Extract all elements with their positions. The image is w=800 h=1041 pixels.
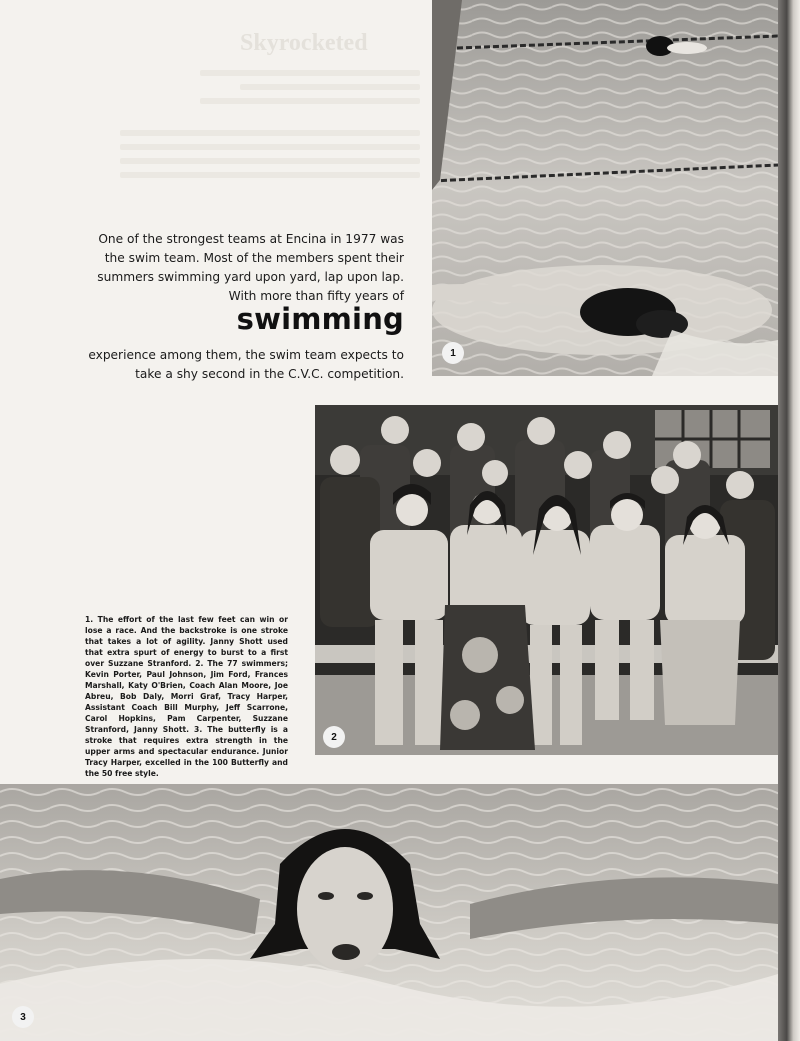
bleed-through-line xyxy=(200,98,420,104)
bleed-through-line xyxy=(120,158,420,164)
photo-number-badge: 2 xyxy=(323,726,345,748)
intro-paragraph-continued: experience among them, the swim team expects to take a shy second in the C.V.C. competition. xyxy=(88,348,404,381)
intro-paragraph: One of the strongest teams at Encina in 1977 was the swim team. Most of the members spent their summers swimming yard upon yard, lap upon lap. With more than fifty years of xyxy=(97,232,404,303)
photo-caption: 1. The effort of the last few feet can win or lose a race. And the backstroke is one stroke that takes a lot of agility. Janny Shott used that extra spurt of energy to burst to a first over Suzzane Stranford. 2. The 77 swimmers; Kevin Porter, Paul Johnson, Jim Ford, Frances Marshall, Katy O'Brien, Coach Alan Moore, Joe Abreu, Bob Daly, Morri Graf, Tracy Harper, Assistant Coach Bill Murphy, Jeff Scarrone, Carol Hopkins, Pam Carpenter, Suzzane Stranford, Janny Shott. 3. The butterfly is a stroke that requires extra strength in the upper arms and spectacular endurance. Junior Tracy Harper, excelled in the 100 Butterfly and the 50 free style. xyxy=(85,615,288,778)
headline: swimming xyxy=(236,302,404,336)
backstroke-photo xyxy=(432,0,778,376)
bleed-through-line xyxy=(120,130,420,136)
photo-number-badge: 3 xyxy=(12,1006,34,1028)
bleed-through-line xyxy=(240,84,420,90)
bleed-through-title: Skyrocketed xyxy=(240,30,368,56)
photo-number-badge: 1 xyxy=(442,342,464,364)
bleed-through-line xyxy=(200,70,420,76)
butterfly-photo xyxy=(0,784,778,1041)
page-binding-edge xyxy=(778,0,800,1041)
bleed-through-line xyxy=(120,172,420,178)
bleed-through-line xyxy=(120,144,420,150)
team-group-photo xyxy=(315,405,778,755)
